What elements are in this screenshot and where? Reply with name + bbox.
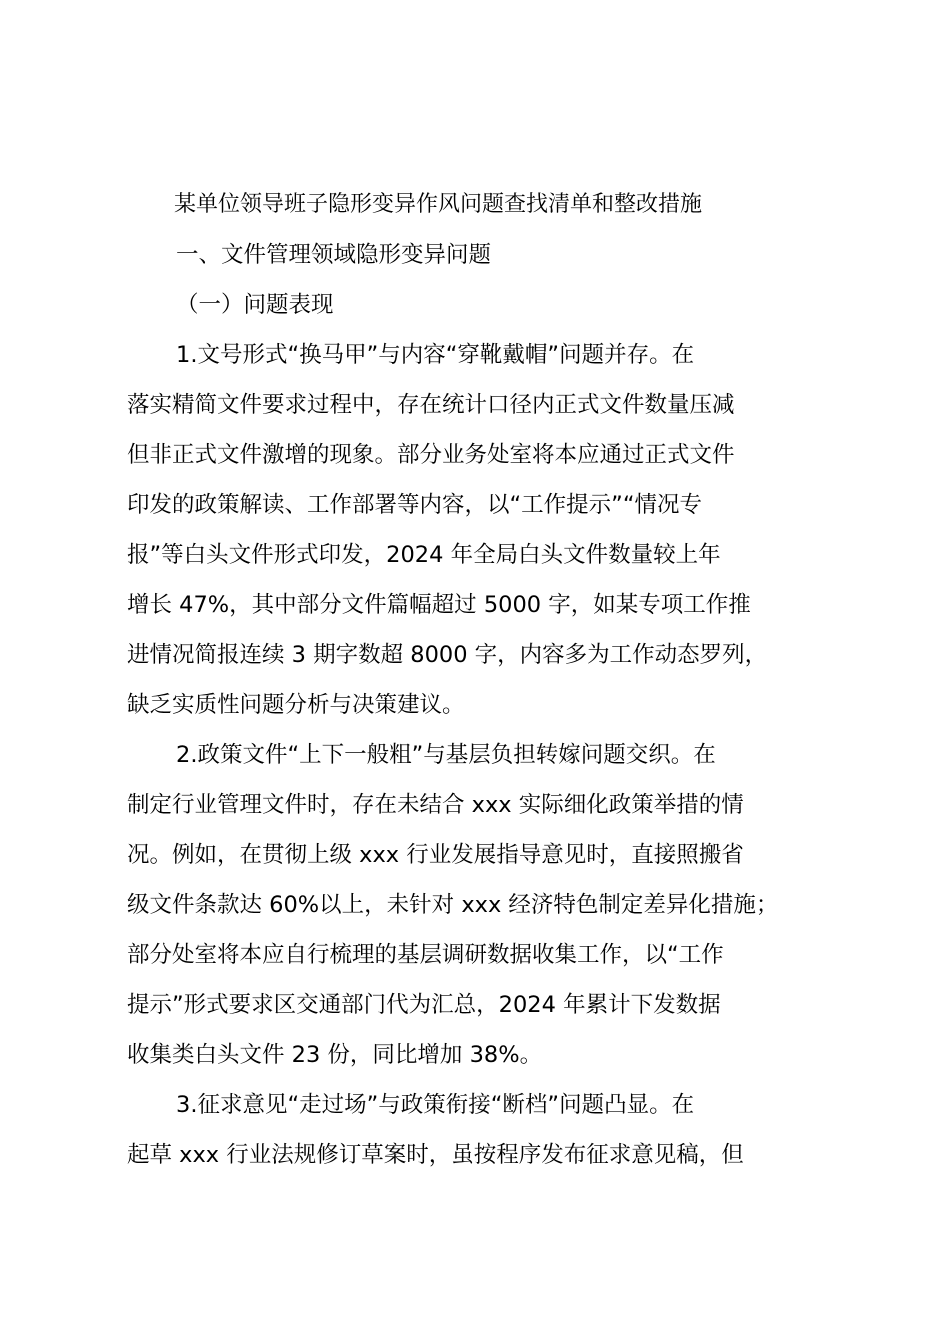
paragraph-1-line-1: 1.文号形式“换马甲”与内容“穿靴戴帽”问题并存。在 bbox=[176, 342, 695, 368]
paragraph-1-line-7: 进情况简报连续 3 期字数超 8000 字，内容多为工作动态罗列， bbox=[127, 642, 768, 668]
paragraph-2-line-1: 2.政策文件“上下一般粗”与基层负担转嫁问题交织。在 bbox=[176, 742, 716, 768]
document-title: 某单位领导班子隐形变异作风问题查找清单和整改措施 bbox=[174, 192, 703, 217]
section-heading: 一、文件管理领域隐形变异问题 bbox=[176, 242, 492, 268]
subsection-heading: （一）问题表现 bbox=[176, 292, 334, 318]
paragraph-1-line-5: 报”等白头文件形式印发，2024 年全局白头文件数量较上年 bbox=[127, 542, 721, 568]
paragraph-2-line-5: 部分处室将本应自行梳理的基层调研数据收集工作，以“工作 bbox=[127, 942, 724, 968]
paragraph-2-line-7: 收集类白头文件 23 份，同比增加 38%。 bbox=[127, 1042, 543, 1068]
paragraph-1-line-6: 增长 47%，其中部分文件篇幅超过 5000 字，如某专项工作推 bbox=[127, 592, 751, 618]
paragraph-2-line-6: 提示”形式要求区交通部门代为汇总，2024 年累计下发数据 bbox=[127, 992, 721, 1018]
paragraph-3-line-2: 起草 xxx 行业法规修订草案时，虽按程序发布征求意见稿，但 bbox=[127, 1142, 744, 1168]
paragraph-2-line-3: 况。例如，在贯彻上级 xxx 行业发展指导意见时，直接照搬省 bbox=[127, 842, 744, 868]
paragraph-2-line-2: 制定行业管理文件时，存在未结合 xxx 实际细化政策举措的情 bbox=[127, 792, 744, 818]
paragraph-1-line-2: 落实精简文件要求过程中，存在统计口径内正式文件数量压减 bbox=[127, 392, 735, 418]
paragraph-3-line-1: 3.征求意见“走过场”与政策衔接“断档”问题凸显。在 bbox=[176, 1092, 695, 1118]
paragraph-1-line-3: 但非正式文件激增的现象。部分业务处室将本应通过正式文件 bbox=[127, 442, 735, 468]
paragraph-1-line-4: 印发的政策解读、工作部署等内容，以“工作提示”“情况专 bbox=[127, 492, 702, 518]
paragraph-2-line-4: 级文件条款达 60%以上，未针对 xxx 经济特色制定差异化措施； bbox=[127, 892, 779, 918]
paragraph-1-line-8: 缺乏实质性问题分析与决策建议。 bbox=[127, 692, 465, 718]
